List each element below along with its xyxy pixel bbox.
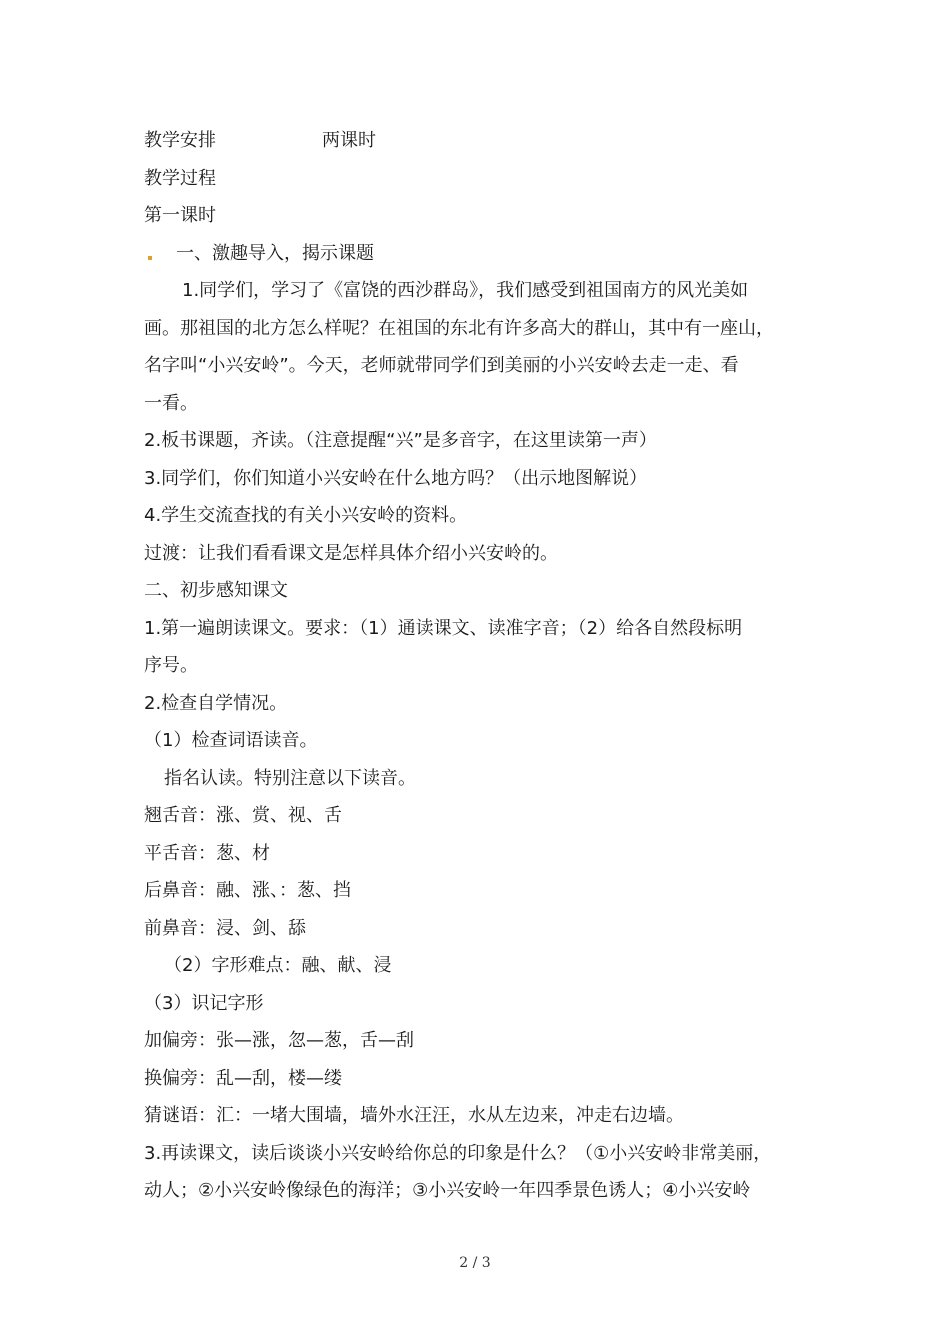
paragraph-line: 一看。 bbox=[144, 392, 198, 414]
paragraph-line: 前鼻音：浸、剑、舔 bbox=[144, 917, 306, 939]
part-heading-1 bbox=[144, 235, 804, 273]
paragraph-line: 后鼻音：融、涨、：葱、挡 bbox=[144, 880, 351, 901]
paragraph-line: 动人；②小兴安岭像绿色的海洋；③小兴安岭一年四季景色诱人；④小兴安岭 bbox=[144, 1180, 751, 1201]
paragraph-line: 名字叫“小兴安岭”。今天，老师就带同学们到美丽的小兴安岭去走一走、看 bbox=[144, 355, 739, 376]
lesson-heading: 第一课时 bbox=[144, 205, 216, 226]
paragraph-line: 加偏旁：张—涨，忽—葱，舌—刮 bbox=[144, 1030, 414, 1051]
paragraph-line: 平舌音：葱、材 bbox=[144, 842, 270, 864]
part-heading-1-text: 一、激趣导入，揭示课题 bbox=[176, 242, 374, 264]
paragraph-line: （3）识记字形 bbox=[144, 992, 264, 1014]
paragraph-line: 过渡：让我们看看课文是怎样具体介绍小兴安岭的。 bbox=[144, 542, 558, 564]
paragraph-line: 画。那祖国的北方怎么样呢？在祖国的东北有许多高大的群山，其中有一座山， bbox=[144, 317, 774, 339]
page-number: 2 / 3 bbox=[459, 1255, 491, 1271]
paragraph-line: 猜谜语：汇：一堵大围墙，墙外水汪汪，水从左边来，冲走右边墙。 bbox=[144, 1105, 684, 1126]
paragraph-line: 指名认读。特别注意以下读音。 bbox=[164, 767, 416, 789]
paragraph-line: 4.学生交流查找的有关小兴安岭的资料。 bbox=[144, 505, 468, 526]
paragraph-line: 2.检查自学情况。 bbox=[144, 692, 288, 714]
part-heading-2: 二、初步感知课文 bbox=[144, 580, 288, 601]
schedule-value: 两课时 bbox=[322, 130, 376, 151]
paragraph-line: 换偏旁：乱—刮，楼—缕 bbox=[144, 1067, 342, 1089]
paragraph-line: 3.再读课文，读后谈谈小兴安岭给你总的印象是什么？（①小兴安岭非常美丽， bbox=[144, 1142, 772, 1164]
schedule-line bbox=[144, 122, 804, 160]
paragraph-line: 序号。 bbox=[144, 655, 198, 676]
section-heading: 教学过程 bbox=[144, 167, 216, 189]
document-body bbox=[144, 122, 804, 1210]
paragraph-line: （2）字形难点：融、献、浸 bbox=[164, 955, 392, 976]
paragraph-line: 1.第一遍朗读课文。要求：（1）通读课文、读准字音；（2）给各自然段标明 bbox=[144, 617, 743, 639]
paragraph-line: 1.同学们，学习了《富饶的西沙群岛》，我们感受到祖国南方的风光美如 bbox=[182, 280, 749, 301]
bullet-dot-icon bbox=[148, 256, 152, 260]
paragraph-line: 2.板书课题，齐读。（注意提醒“兴”是多音字，在这里读第一声） bbox=[144, 430, 657, 451]
paragraph-line: （1）检查词语读音。 bbox=[144, 730, 318, 751]
schedule-label: 教学安排 bbox=[144, 130, 216, 151]
paragraph-line: 3.同学们，你们知道小兴安岭在什么地方吗？（出示地图解说） bbox=[144, 467, 648, 489]
paragraph-line: 翘舌音：涨、赏、视、舌 bbox=[144, 805, 342, 826]
